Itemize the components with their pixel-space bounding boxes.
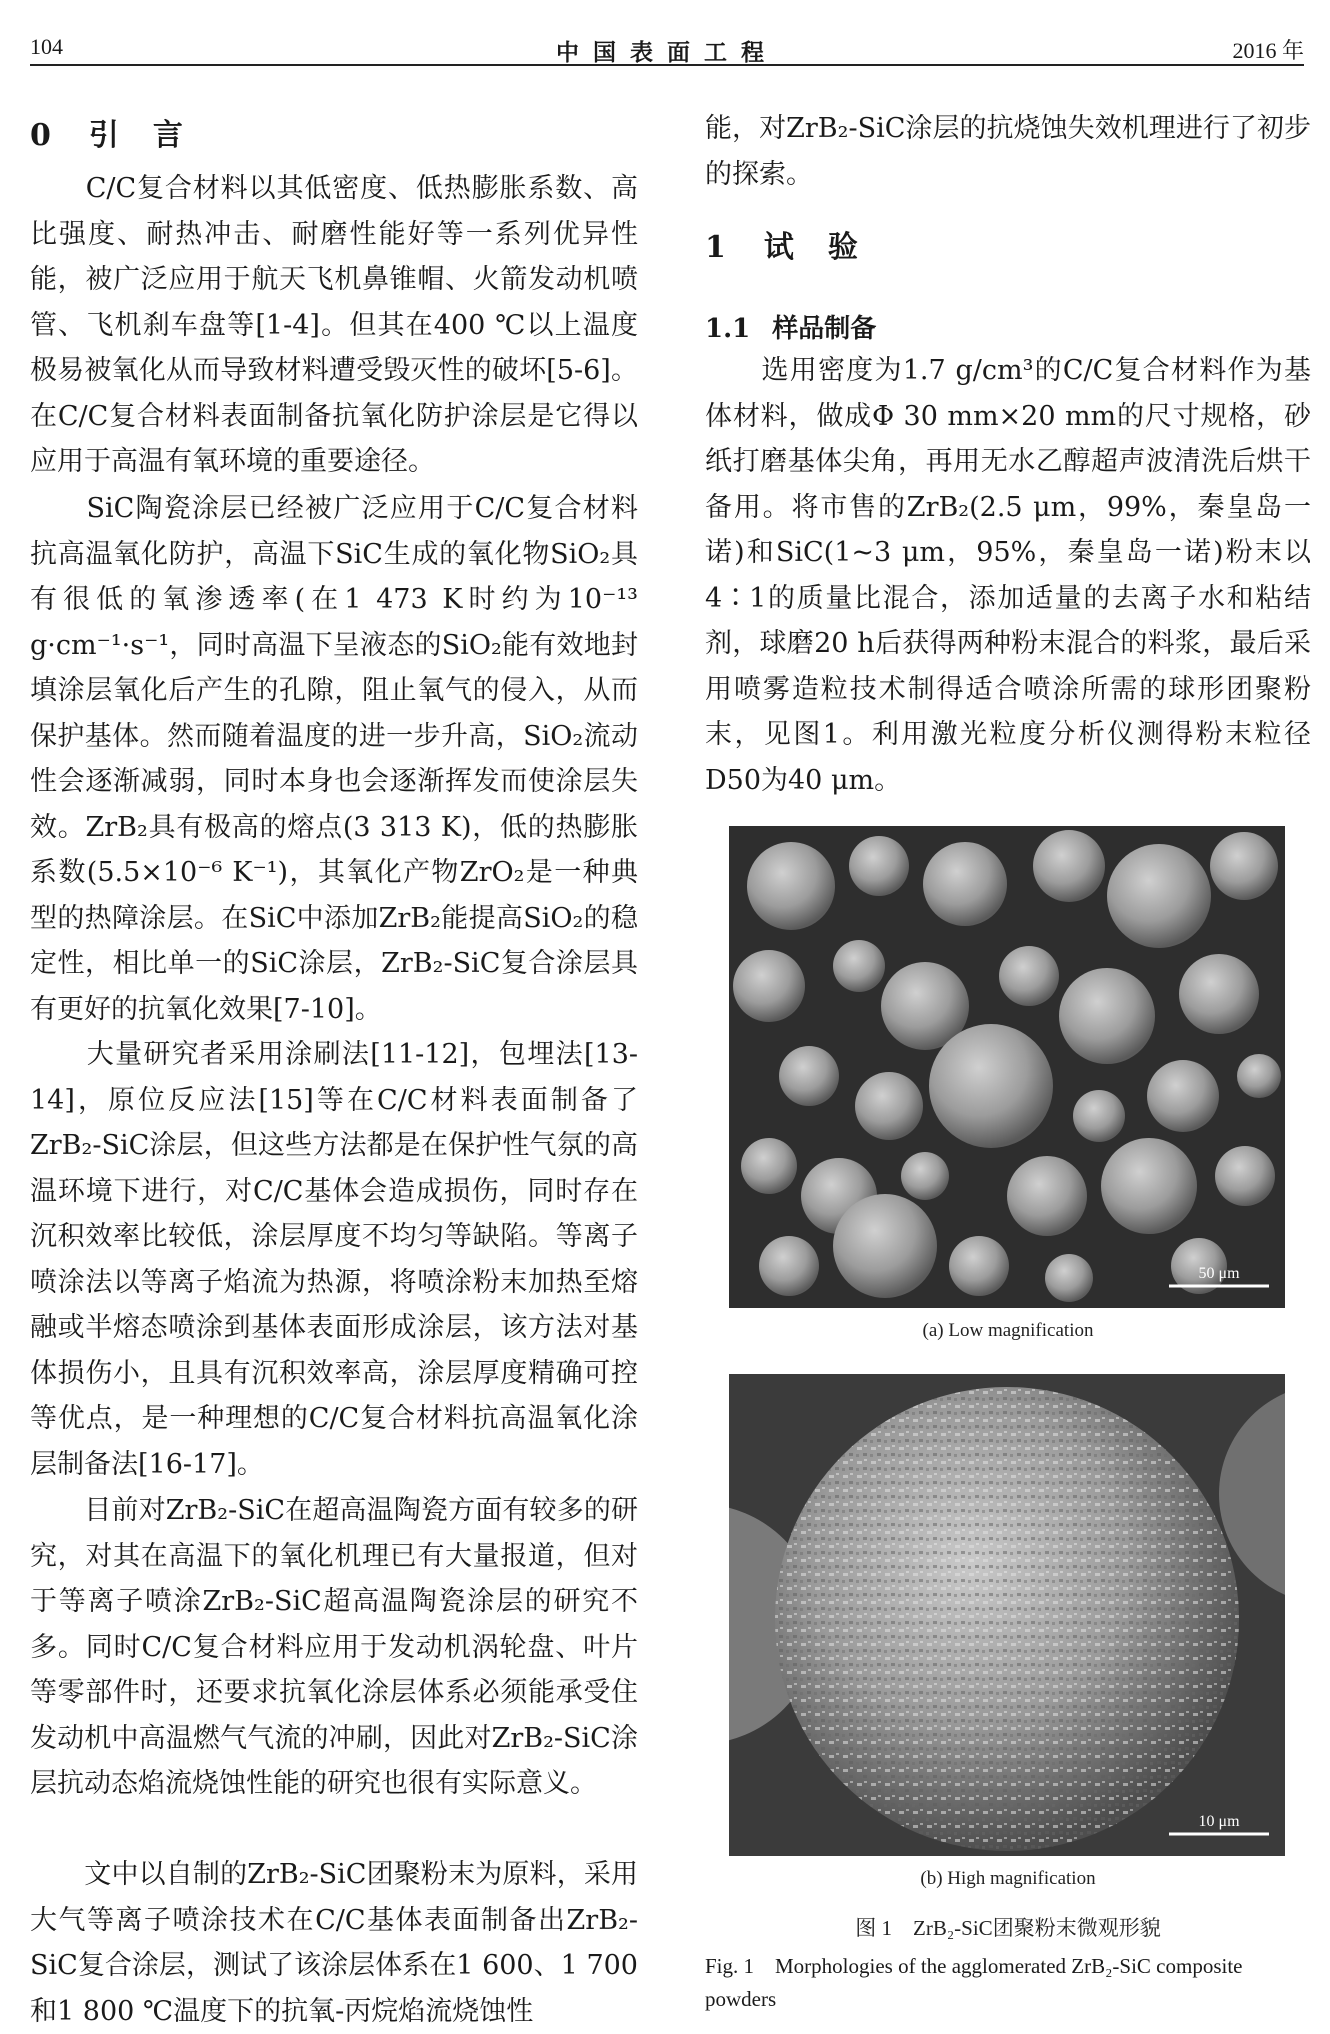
page-header [30, 30, 1304, 66]
caption-a: (a) Low magnification [922, 1320, 1094, 1341]
scale-bar-b: 10 μm [1198, 1813, 1240, 1830]
page-number: 104 [30, 34, 63, 59]
paragraph-3: 大量研究者采用涂刷法[11-12]，包埋法[13-14]，原位反应法[15]等在C/C材料表面制备了ZrB₂-SiC涂层，但这些方法都是在保护性气氛的高温环境下进行，对C/C基体会造成损伤，同时存在沉积效率比较低，涂层厚度不均匀等缺陷。等离子喷涂法以等离子焰流为热源，将喷涂粉末加热至熔融或半熔态喷涂到基体表面形成涂层，该方法对基体损伤小，且具有沉积效率高，涂层厚度精确可控等优点，是一种理想的C/C复合材料抗高温氧化涂层制备法[16-17]。 [30, 1039, 638, 1480]
scale-bar-a: 50 μm [1198, 1265, 1240, 1282]
paragraph-continued: 能，对ZrB₂-SiC涂层的抗烧蚀失效机理进行了初步的探索。 [705, 113, 1311, 190]
journal-title: 中国表面工程 [556, 40, 778, 65]
paragraph-6: 选用密度为1.7 g/cm³的C/C复合材料作为基体材料，做成Φ 30 mm×20 mm的尺寸规格，砂纸打磨基体尖角，再用无水乙醇超声波清洗后烘干备用。将市售的ZrB₂(2.5 μm，99%，秦皇岛一诺)和SiC(1~3 μm，95%，秦皇岛一诺)粉末以4∶1的质量比混合，添加适量的去离子水和粘结剂，球磨20 h后获得两种粉末混合的料浆，最后采用喷雾造粒技术制得适合喷涂所需的球形团聚粉末，见图1。利用激光粒度分析仪测得粉末粒径D50为40 μm。 [705, 355, 1311, 796]
sem-image-high-magnification [729, 1374, 1285, 1856]
year: 2016 年 [1232, 38, 1304, 63]
paragraph-2: SiC陶瓷涂层已经被广泛应用于C/C复合材料抗高温氧化防护，高温下SiC生成的氧化物SiO₂具有很低的氧渗透率(在1 473 K时约为10⁻¹³ g·cm⁻¹·s⁻¹，同时高温下呈液态的SiO₂能有效地封填涂层氧化后产生的孔隙，阻止氧气的侵入，从而保护基体。然而随着温度的进一步升高，SiO₂流动性会逐渐减弱，同时本身也会逐渐挥发而使涂层失效。ZrB₂具有极高的熔点(3 313 K)，低的热膨胀系数(5.5×10⁻⁶ K⁻¹)，其氧化产物ZrO₂是一种典型的热障涂层。在SiC中添加ZrB₂能提高SiO₂的稳定性，相比单一的SiC涂层，ZrB₂-SiC复合涂层具有更好的抗氧化效果[7-10]。 [30, 493, 638, 1025]
figure-caption-cn: 图 1 ZrB₂-SiC团聚粉末微观形貌 [855, 1916, 1161, 1940]
sem-image-low-magnification [729, 826, 1285, 1308]
section-heading-experiment: 1 试 验 [705, 230, 860, 265]
figure-caption-en: Fig. 1 Morphologies of the agglomerated ZrB₂-SiC composite powders [705, 1954, 1243, 2011]
paragraph-4: 目前对ZrB₂-SiC在超高温陶瓷方面有较多的研究，对其在高温下的氧化机理已有大量报道，但对于等离子喷涂ZrB₂-SiC超高温陶瓷涂层的研究不多。同时C/C复合材料应用于发动机涡轮盘、叶片等零部件时，还要求抗氧化涂层体系必须能承受住发动机中高温燃气气流的冲刷，因此对ZrB₂-SiC涂层抗动态焰流烧蚀性能的研究也很有实际意义。 [30, 1495, 638, 1799]
section-heading-intro: 0 引 言 [30, 118, 185, 153]
caption-b: (b) High magnification [920, 1868, 1096, 1889]
subsection-heading: 1.1 样品制备 [705, 314, 877, 344]
paragraph-1: C/C复合材料以其低密度、低热膨胀系数、高比强度、耐热冲击、耐磨性能好等一系列优异性能，被广泛应用于航天飞机鼻锥帽、火箭发动机喷管、飞机刹车盘等[1-4]。但其在400 ℃以上温度极易被氧化从而导致材料遭受毁灭性的破坏[5-6]。在C/C复合材料表面制备抗氧化防护涂层是它得以应用于高温有氧环境的重要途径。 [30, 173, 638, 477]
paragraph-5: 文中以自制的ZrB₂-SiC团聚粉末为原料，采用大气等离子喷涂技术在C/C基体表面制备出ZrB₂-SiC复合涂层，测试了该涂层体系在1 600、1 700和1 800 ℃温度下的抗氧-丙烷焰流烧蚀性 [30, 1859, 638, 2027]
